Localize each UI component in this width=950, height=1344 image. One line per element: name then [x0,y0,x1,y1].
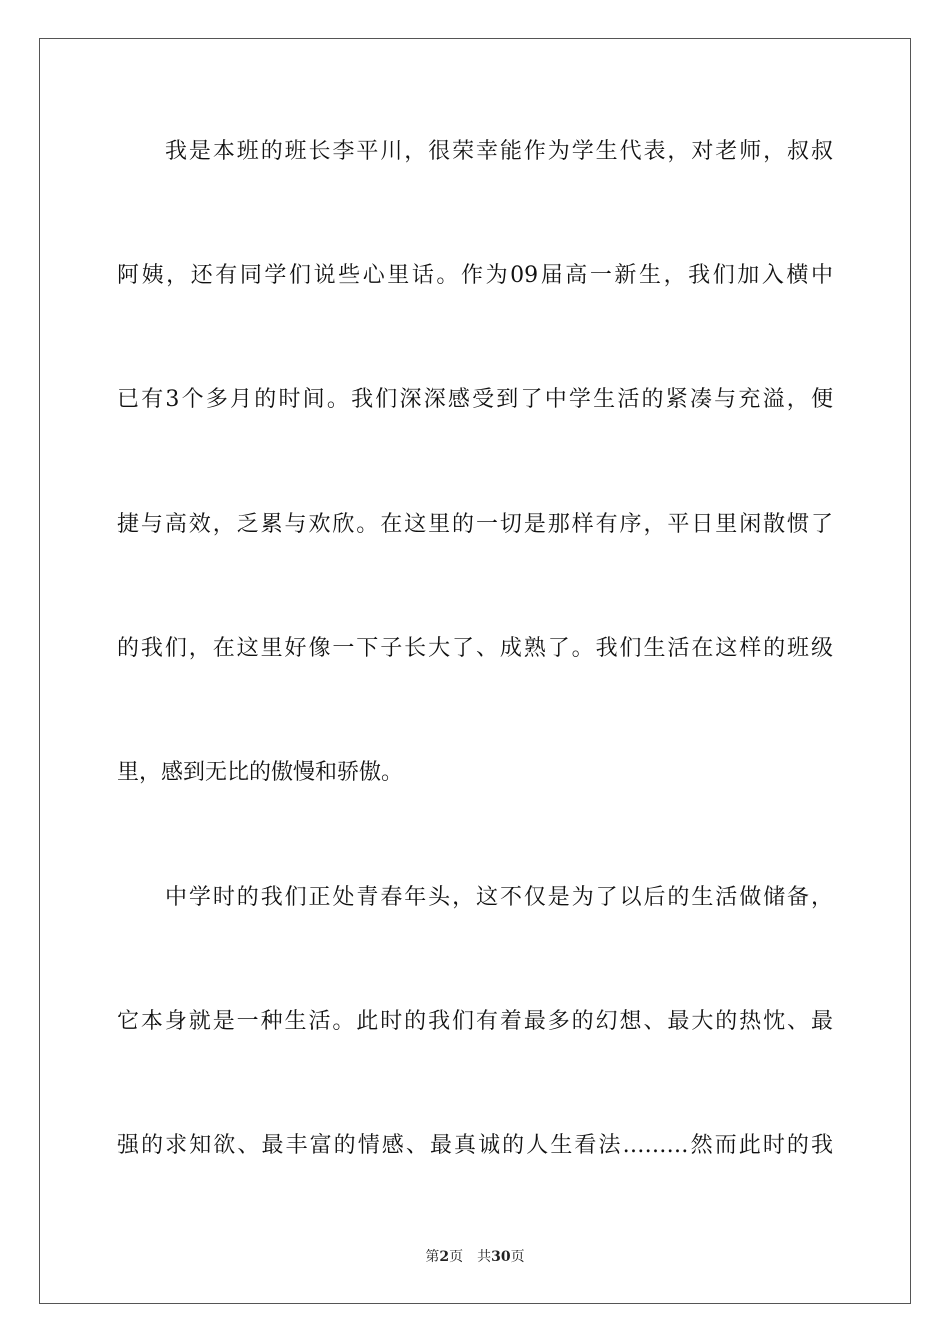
paragraph-2-line-2: 它本身就是一种生活。此时的我们有着最多的幻想、最大的热忱、最 [117,1009,833,1034]
paragraph-1-line-5: 的我们，在这里好像一下子长大了、成熟了。我们生活在这样的班级 [117,636,833,661]
footer-total-suffix: 页 [510,1249,525,1265]
footer-page-suffix: 页 [449,1249,464,1265]
page-border [39,38,911,1304]
footer-page-total: 30 [491,1249,511,1265]
footer-page-prefix: 第 [425,1249,440,1265]
paragraph-1-line-2: 阿姨，还有同学们说些心里话。作为09届高一新生，我们加入横中 [117,263,833,288]
paragraph-1-line-6: 里，感到无比的傲慢和骄傲。 [117,760,404,785]
page-footer [0,1248,950,1266]
paragraph-1-line-1: 我是本班的班长李平川，很荣幸能作为学生代表，对老师，叔叔 [165,139,833,164]
paragraph-1-line-4: 捷与高效，乏累与欢欣。在这里的一切是那样有序，平日里闲散惯了 [117,512,833,537]
paragraph-2-line-1: 中学时的我们正处青春年头，这不仅是为了以后的生活做储备， [165,885,833,910]
footer-total-prefix: 共 [477,1249,492,1265]
footer-page-current: 2 [439,1249,450,1265]
paragraph-1-line-3: 已有3个多月的时间。我们深深感受到了中学生活的紧凑与充溢，便 [117,387,833,412]
paragraph-2-line-3: 强的求知欲、最丰富的情感、最真诚的人生看法………然而此时的我 [117,1133,833,1158]
